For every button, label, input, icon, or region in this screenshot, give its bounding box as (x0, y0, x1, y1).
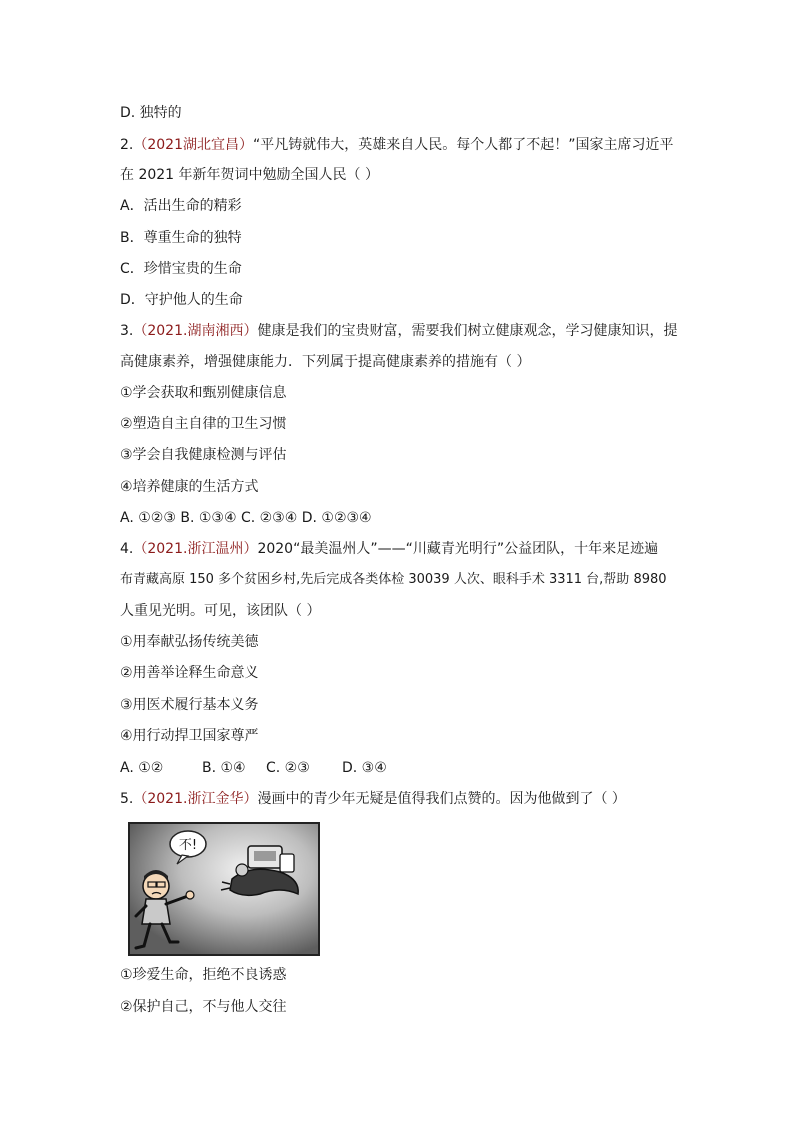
q4-item-3: ③用医术履行基本义务 (120, 697, 259, 713)
q2-option-c: C．珍惜宝贵的生命 (120, 261, 242, 277)
q2-stem-text: “平凡铸就伟大，英雄来自人民。每个人都了不起！”国家主席习近平 (253, 137, 674, 153)
q5-item-2: ②保护自己，不与他人交往 (120, 999, 287, 1015)
q5-number: 5. (120, 791, 134, 807)
q4-choice-d: D. ③④ (342, 760, 387, 776)
q3-stem-line1 (120, 322, 677, 340)
q2-source: （2021湖北宜昌） (133, 137, 253, 153)
q4-choice-c: C. ②③ (266, 760, 310, 776)
q4-item-1: ①用奉献弘扬传统美德 (120, 634, 259, 650)
q3-item-1: ①学会获取和甄别健康信息 (120, 385, 287, 401)
q3-item-4: ④培养健康的生活方式 (120, 479, 259, 495)
q4-item-2: ②用善举诠释生命意义 (120, 665, 259, 681)
q3-stem-line2: 高健康素养，增强健康能力．下列属于提高健康素养的措施有（ ） (120, 354, 531, 370)
q2-option-a: A．活出生命的精彩 (120, 198, 242, 214)
q2-number: 2. (120, 137, 134, 153)
q4-stem-line3: 人重见光明。可见，该团队（ ） (120, 603, 321, 619)
q3-number: 3. (120, 323, 134, 339)
speech-bubble-text: 不! (178, 838, 198, 853)
q4-stem-line2: 布青藏高原 150 多个贫困乡村,先后完成各类体检 30039 人次、眼科手术 3311 台,帮助 8980 (120, 572, 667, 587)
q5-stem-text: 漫画中的青少年无疑是值得我们点赞的。因为他做到了（ ） (257, 791, 626, 807)
q4-choice-a: A. ①② (120, 760, 164, 776)
q5-cartoon-image (128, 822, 320, 956)
q3-source: （2021.湖南湘西） (133, 323, 258, 339)
q5-item-1: ①珍爱生命，拒绝不良诱惑 (120, 967, 287, 983)
q5-stem (120, 790, 626, 808)
q4-item-4: ④用行动捍卫国家尊严 (120, 728, 259, 744)
q4-stem-line1 (120, 540, 658, 558)
q2-option-b: B．尊重生命的独特 (120, 230, 242, 246)
q3-item-3: ③学会自我健康检测与评估 (120, 447, 287, 463)
q1-option-d: D. 独特的 (120, 105, 182, 121)
q3-item-2: ②塑造自主自律的卫生习惯 (120, 416, 287, 432)
cartoon-drawing (130, 824, 318, 954)
q4-choice-b: B. ①④ (202, 760, 246, 776)
q4-source: （2021.浙江温州） (133, 541, 258, 557)
q3-choices: A. ①②③ B. ①③④ C. ②③④ D. ①②③④ (120, 510, 372, 526)
q4-stem-text: 2020“最美温州人”——“川藏青光明行”公益团队，十年来足迹遍 (257, 541, 659, 557)
q3-stem-text: 健康是我们的宝贵财富，需要我们树立健康观念，学习健康知识，提 (257, 323, 678, 339)
q5-source: （2021.浙江金华） (133, 791, 258, 807)
q4-number: 4. (120, 541, 134, 557)
q2-stem-line2: 在 2021 年新年贺词中勉励全国人民（ ） (120, 167, 379, 183)
q2-stem-line1 (120, 136, 674, 154)
q2-option-d: D．守护他人的生命 (120, 292, 243, 308)
q4-choices (120, 759, 387, 777)
